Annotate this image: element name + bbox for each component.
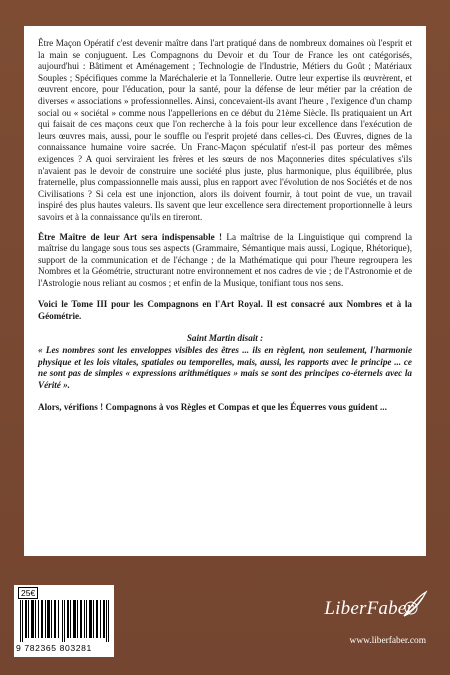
text-panel (24, 26, 426, 556)
quote-heading: Saint Martin disait : (186, 332, 264, 343)
intro-paragraph: Être Maçon Opératif c'est devenir maître dans l'art pratiqué dans de nombreux domaines où l'esprit et la main se conjuguent. Les Compagnons du Devoir et du Tour de France les ont catégorisés, aujourd'hui : Bâtiment et Aménagement ; Technologie de l'Industrie, Métiers du Goût ; Matériaux Souples ; Spécifiques comme la Maréchalerie et la Tonnellerie. Outre leur expertise ils œuvrèrent, et œuvrent encore, pour l'éducation, pour la santé, pour la défense de leur métier par la création de diverses « associations » professionnelles. Ainsi, concevaient-ils avant l'heure , l'exigence d'un champ social ou « sociétal » comme nous l'appellerions en ce début du 21ème Siècle. Ils pratiquaient un Art qui faisait de ces maçons ceux que l'on recherche à la fois pour leur excellence dans l'exécution de leurs œuvres mais, aussi, pour le souffle ou l'esprit projeté dans celles-ci. Des Œuvres, dignes de la connaissance humaine voire sacrée. Un Franc-Maçon spéculatif n'est-il pas porteur des mêmes exigences ? A quoi serviraient les frères et les sœurs de nos Maçonneries dites spéculatives s'ils n'avaient pas le devoir de construire une société plus juste, plus harmonique, plus équilibrée, plus fraternelle, plus compassionnelle mais aussi, plus en rapport avec l'évolution de nos Sociétés et de nos Civilisations ? Si cela est une injonction, alors ils doivent fournir, à tout point de vue, un travail inspiré des plus hautes valeurs. Ils savent que leur excellence sera directement proportionnelle à leurs savoirs et à la connaissance qu'ils en tireront. (38, 38, 412, 222)
isbn-number: 9 782365 803281 (16, 643, 92, 653)
saint-martin-quote: « Les nombres sont les enveloppes visibles des êtres ... ils en règlent, non seulement, l'harmonie physique et les lois vitales, spatiales ou temporelles, mais, aussi, les rapports avec le principe ... ce ne sont pas de simples « expressions arithmétiques » mais se sont des principes co-éternels avec la Vérité ». (38, 345, 412, 391)
barcode-box (14, 585, 114, 657)
mastery-text: La maîtrise de la Linguistique qui comprend la maîtrise du langage sous tous ses aspects (Grammaire, Sémantique mais aussi, Logique, Rhétorique), support de la communication et de l'échange ; de la Mathématique qui pour l'heure regroupera les Nombres et la Géométrie, structurant notre environnement et nos cadres de vie ; de l'Astronomie et de l'Astrologie nous reliant au cosmos ; et enfin de la Musique, tonifiant tous nos sens. (38, 231, 412, 288)
publisher-logo: LiberFaber (324, 598, 414, 619)
publisher-url[interactable]: www.liberfaber.com (349, 636, 426, 646)
tome-paragraph: Voici le Tome III pour les Compagnons en l'Art Royal. Il est consacré aux Nombres et à la Géométrie. (38, 299, 412, 322)
quill-icon (400, 590, 428, 620)
barcode-icon (18, 600, 110, 642)
mastery-paragraph (38, 232, 412, 290)
mastery-lead: Être Maître de leur Art sera indispensable ! (38, 231, 223, 242)
closing-paragraph: Alors, vérifions ! Compagnons à vos Règles et Compas et que les Équerres vous guident ... (38, 401, 387, 412)
price-label: 25€ (18, 587, 38, 599)
